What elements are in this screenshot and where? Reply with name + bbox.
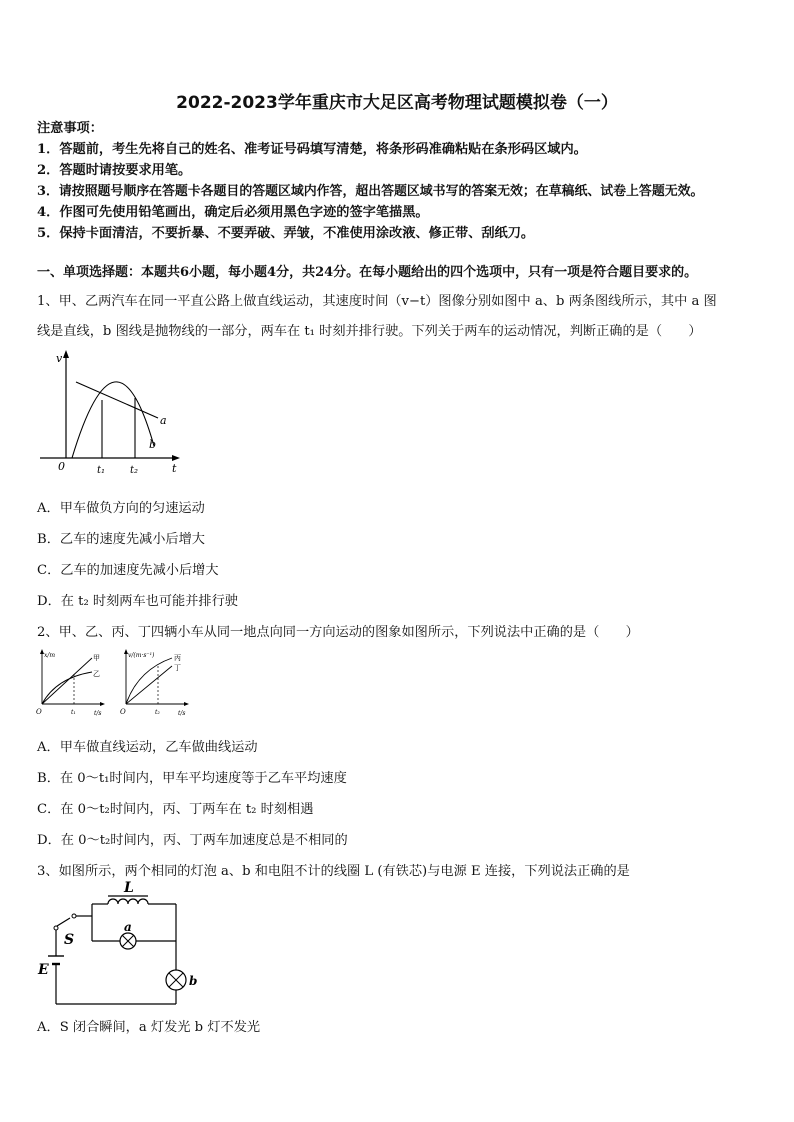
q2-fig2-ylabel: v/(m·s⁻¹) bbox=[128, 652, 155, 659]
q1-stem-line1: 1、甲、乙两汽车在同一平直公路上做直线运动，其速度时间（v−t）图像分别如图中 a、b 两条图线所示，其中 a 图 bbox=[37, 294, 717, 309]
q1-axis-t: t bbox=[172, 462, 177, 475]
q3-label-S: S bbox=[64, 932, 75, 948]
q1-curve-a: a bbox=[160, 414, 167, 427]
q2-option-c: C．在 0～t₂时间内，丙、丁两车在 t₂ 时刻相遇 bbox=[37, 802, 314, 817]
q2-xt-graph bbox=[36, 648, 108, 718]
note-item: 2．答题时请按要求用笔。 bbox=[37, 163, 192, 178]
q2-fig2-t: t₂ bbox=[155, 709, 160, 716]
q2-fig2-series2: 丁 bbox=[174, 664, 181, 672]
q3-label-L: L bbox=[124, 880, 134, 896]
q1-option-d: D．在 t₂ 时刻两车也可能并排行驶 bbox=[37, 594, 238, 609]
q2-fig1-t: t₁ bbox=[71, 709, 76, 716]
note-item: 4．作图可先使用铅笔画出，确定后必须用黑色字迹的签字笔描黑。 bbox=[37, 205, 429, 220]
q1-option-b: B．乙车的速度先减小后增大 bbox=[37, 532, 205, 547]
q1-t1: t₁ bbox=[97, 465, 106, 476]
q1-vt-graph bbox=[36, 350, 186, 475]
q2-option-a: A．甲车做直线运动，乙车做曲线运动 bbox=[37, 740, 258, 755]
q3-label-E: E bbox=[38, 962, 49, 978]
q1-axis-v: v bbox=[56, 352, 63, 365]
q2-vt-graph bbox=[120, 648, 192, 718]
note-item: 3．请按照题号顺序在答题卡各题目的答题区域内作答，超出答题区域书写的答案无效；在草稿纸、试卷上答题无效。 bbox=[37, 184, 704, 199]
q3-label-b: b bbox=[189, 974, 198, 988]
q2-fig2-xlabel: t/s bbox=[178, 710, 186, 717]
q1-curve-b: b bbox=[149, 438, 157, 451]
page-title: 2022-2023学年重庆市大足区高考物理试题模拟卷（一） bbox=[176, 93, 618, 113]
q2-option-d: D．在 0～t₂时间内，丙、丁两车加速度总是不相同的 bbox=[37, 833, 348, 848]
q1-stem-line2: 线是直线，b 图线是抛物线的一部分，两车在 t₁ 时刻并排行驶。下列关于两车的运动情况，判断正确的是（ ） bbox=[37, 324, 702, 339]
q2-stem: 2、甲、乙、丙、丁四辆小车从同一地点向同一方向运动的图象如图所示，下列说法中正确的是（ ） bbox=[37, 625, 639, 640]
q3-circuit-diagram bbox=[36, 880, 206, 1011]
note-item: 1．答题前，考生先将自己的姓名、准考证号码填写清楚，将条形码准确粘贴在条形码区域内。 bbox=[37, 142, 587, 157]
q2-fig2-origin: O bbox=[120, 708, 126, 716]
q1-origin: 0 bbox=[58, 460, 65, 473]
notes-heading: 注意事项： bbox=[37, 121, 103, 136]
q2-fig1-xlabel: t/s bbox=[94, 710, 102, 717]
note-item: 5．保持卡面清洁，不要折暴、不要弄破、弄皱，不准使用涂改液、修正带、刮纸刀。 bbox=[37, 226, 535, 241]
q2-option-b: B．在 0～t₁时间内，甲车平均速度等于乙车平均速度 bbox=[37, 771, 347, 786]
q2-fig2-series1: 丙 bbox=[174, 654, 181, 662]
q2-fig1-origin: O bbox=[36, 708, 42, 716]
q2-fig1-ylabel: x/m bbox=[44, 652, 56, 659]
q1-option-c: C．乙车的加速度先减小后增大 bbox=[37, 563, 219, 578]
q3-stem: 3、如图所示，两个相同的灯泡 a、b 和电阻不计的线圈 L (有铁芯)与电源 E 连接，下列说法正确的是 bbox=[37, 864, 630, 879]
q2-fig1-series2: 乙 bbox=[93, 670, 100, 678]
q3-label-a: a bbox=[124, 920, 132, 934]
q1-option-a: A．甲车做负方向的匀速运动 bbox=[37, 501, 205, 516]
q2-fig1-series1: 甲 bbox=[93, 654, 100, 662]
q3-option-a: A．S 闭合瞬间，a 灯发光 b 灯不发光 bbox=[37, 1020, 261, 1035]
section-heading: 一、单项选择题：本题共6小题，每小题4分，共24分。在每小题给出的四个选项中，只有一项是符合题目要求的。 bbox=[37, 265, 698, 280]
q1-t2: t₂ bbox=[130, 465, 139, 476]
